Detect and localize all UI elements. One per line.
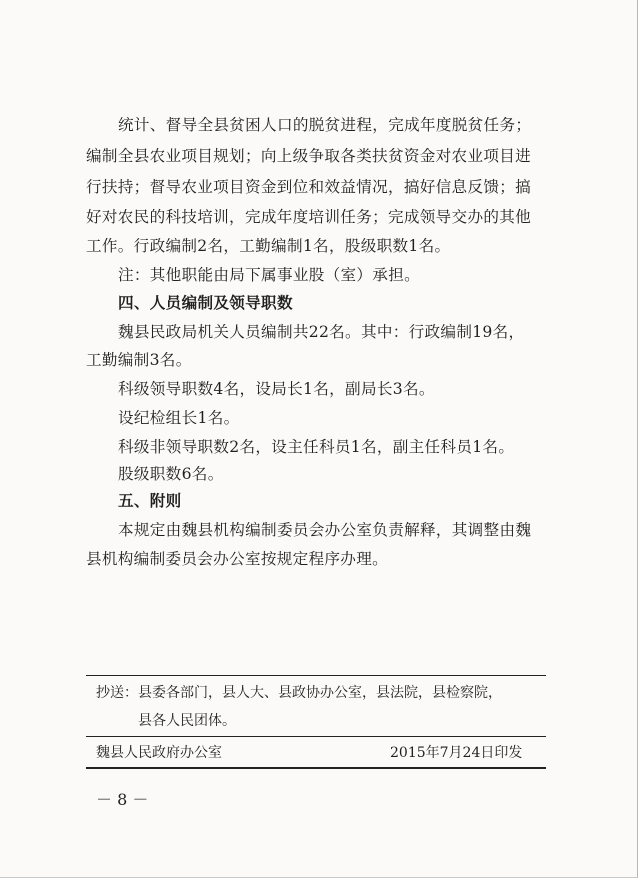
cc-line-2: 县各人民团体。 (138, 713, 236, 729)
body-line-3: 行扶持；督导农业项目资金到位和效益情况，搞好信息反馈；搞 (86, 178, 532, 196)
section-heading-5: 五、附则 (118, 491, 182, 510)
note-line: 注：其他职能由局下属事业股（室）承担。 (118, 266, 420, 284)
body-line-discipline: 设纪检组长1名。 (118, 409, 240, 427)
body-line-nonleaders: 科级非领导职数2名，设主任科员1名，副主任科员1名。 (118, 438, 515, 456)
page-number: － 8 － (96, 790, 149, 809)
body-line-2: 编制全县农业项目规划；向上级争取各类扶贫资金对农业项目进 (86, 147, 532, 165)
body-line-provisions-cont: 县机构编制委员会办公室按规定程序办理。 (86, 550, 388, 568)
body-line-leaders: 科级领导职数4名，设局长1名，副局长3名。 (118, 380, 435, 398)
body-line-section-chiefs: 股级职数6名。 (118, 465, 224, 483)
section-heading-4: 四、人员编制及领导职数 (118, 293, 293, 312)
issue-date: 2015年7月24日印发 (390, 745, 523, 761)
cc-line-1: 抄送：县委各部门，县人大、县政协办公室，县法院，县检察院， (96, 685, 502, 701)
body-line-staffing-cont: 工勤编制3名。 (86, 351, 192, 369)
footer-rule-top (86, 675, 546, 676)
issuer-name: 魏县人民政府办公室 (96, 745, 222, 761)
body-line-staffing: 魏县民政局机关人员编制共22名。其中：行政编制19名， (118, 323, 525, 341)
footer-rule-middle (86, 736, 546, 737)
body-line-5: 工作。行政编制2名，工勤编制1名，股级职数1名。 (86, 237, 451, 255)
body-line-1: 统计、督导全县贫困人口的脱贫进程，完成年度脱贫任务； (118, 116, 532, 134)
footer-rule-bottom (86, 767, 546, 769)
body-line-provisions: 本规定由魏县机构编制委员会办公室负责解释，其调整由魏 (118, 521, 532, 539)
body-line-4: 好对农民的科技培训，完成年度培训任务；完成领导交办的其他 (86, 208, 532, 226)
